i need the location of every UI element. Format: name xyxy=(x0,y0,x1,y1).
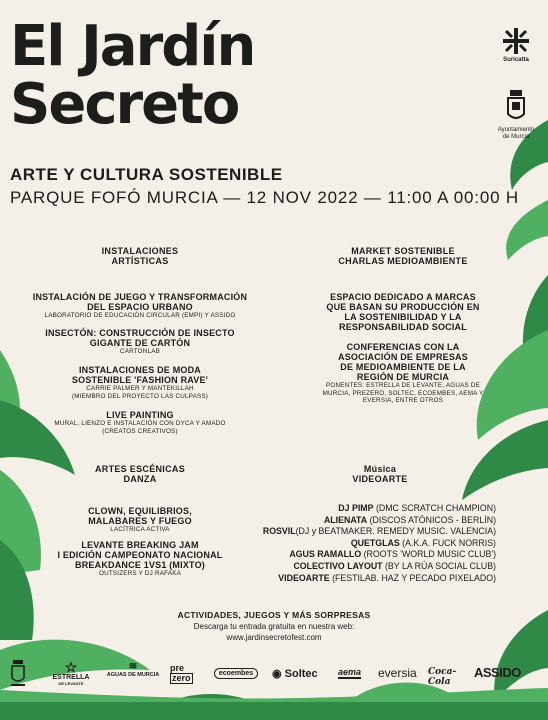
item-subtitle: MURCIA, PREZERO, SOLTEC, ECOEMBES, AEMA Y xyxy=(322,389,484,397)
artist-name: DJ PIMP xyxy=(338,503,374,513)
installation-item xyxy=(20,365,260,400)
title-line-1: El Jardín xyxy=(10,14,255,79)
ecoembes-logo xyxy=(214,668,258,679)
title-line-2: Secreto xyxy=(10,72,239,137)
musica-lineup xyxy=(236,503,496,584)
murcia-crest-icon xyxy=(10,658,26,690)
item-subtitle: CARRIE PALMER Y MANTEKILLAH xyxy=(86,385,194,392)
market-heading-2: CHARLAS MEDIOAMBIENTE xyxy=(338,256,468,266)
lineup-row xyxy=(236,561,496,573)
item-title: DEL ESPACIO URBANO xyxy=(87,302,193,312)
installation-item xyxy=(20,328,260,356)
item-title: LEVANTE BREAKING JAM xyxy=(81,540,199,550)
artist-name: ROSVIL xyxy=(262,526,296,537)
item-subtitle: OUTSIZERS Y DJ RAFAKA xyxy=(99,570,181,577)
star-icon: ☆ xyxy=(64,659,78,675)
lineup-row xyxy=(236,573,496,585)
lineup-row xyxy=(236,538,496,550)
suricatta-logo xyxy=(498,28,534,64)
ayuntamiento-label-1: Ayuntamiento xyxy=(497,127,535,133)
footer-url-link[interactable]: www.jardinsecretofest.com xyxy=(226,633,322,642)
aema-logo xyxy=(338,667,368,677)
artist-name: AGUS RAMALLO xyxy=(289,549,362,560)
item-subtitle: CARTONLAB xyxy=(119,348,161,355)
musica-section xyxy=(300,464,460,484)
soltec-icon: ◉ xyxy=(272,668,285,680)
ayuntamiento-logo xyxy=(496,88,536,141)
artes-heading-2: DANZA xyxy=(123,474,157,484)
market-section xyxy=(278,246,528,266)
artes-item xyxy=(20,506,260,534)
item-title: INSTALACIÓN DE JUEGO Y TRANSFORMACIÓN xyxy=(32,292,248,302)
musica-heading-2: VIDEOARTE xyxy=(352,474,408,484)
soltec-logo xyxy=(272,667,332,680)
lineup-row xyxy=(236,503,496,515)
item-subtitle: (MIEMBRO DEL PROYECTO LAS CULPASS) xyxy=(71,392,209,400)
eversia-logo: eversia xyxy=(378,666,417,680)
artist-name: COLECTIVO LAYOUT xyxy=(293,560,383,571)
item-title: I EDICIÓN CAMPEONATO NACIONAL xyxy=(57,550,223,560)
suricatta-label: Suricatta xyxy=(503,57,529,63)
item-subtitle: LACÍTRICA ACTIVA xyxy=(110,526,170,533)
lineup-row xyxy=(236,515,496,527)
footer xyxy=(0,610,548,643)
item-title: ASOCIACIÓN DE EMPRESAS xyxy=(338,352,468,362)
aguas-label: AGUAS DE MURCIA xyxy=(106,672,160,678)
footer-tagline: ACTIVIDADES, JUEGOS Y MÁS SORPRESAS xyxy=(177,610,371,620)
artes-section xyxy=(20,464,260,484)
coat-of-arms-icon xyxy=(506,88,526,124)
item-title: RESPONSABILIDAD SOCIAL xyxy=(339,322,467,332)
aema-label: aema xyxy=(338,667,362,677)
item-subtitle: MURAL, LIENZO E INSTALACIÓN CON DYCA Y AMADO xyxy=(54,420,226,427)
item-title: ESPACIO DEDICADO A MARCAS xyxy=(330,292,476,302)
market-item xyxy=(278,292,528,332)
installations-heading-1: INSTALACIONES xyxy=(101,246,179,256)
estrella-sub-label: DE LEVANTE xyxy=(58,681,84,686)
item-title: MALABARES Y FUEGO xyxy=(88,516,192,526)
artist-detail: (ROOTS 'WORLD MUSIC CLUB') xyxy=(361,549,496,560)
item-title: QUE BASAN SU PRODUCCIÓN EN xyxy=(326,302,480,312)
artist-detail: (FESTILAB. HAZ Y PECADO PIXELADO) xyxy=(329,572,496,583)
item-title: CLOWN, EQUILIBRIOS, xyxy=(88,506,192,516)
artist-name: ALIENATA xyxy=(323,514,368,525)
cocacola-logo: Coca-Cola xyxy=(428,667,457,687)
charlas-item xyxy=(278,342,528,405)
estrella-label: ESTRELLA xyxy=(52,674,90,681)
artist-name: VIDEOARTE xyxy=(278,572,330,583)
item-subtitle: PONENTES: ESTRELLA DE LEVANTE, AGUAS DE xyxy=(326,382,480,389)
artist-detail: (DISCOS ATÓNICOS - BERLÍN) xyxy=(367,514,496,525)
artist-detail: (DJ y BEATMAKER. REMEDY MUSIC. VALENCIA) xyxy=(295,526,496,537)
footer-download-text: Descarga tu entrada gratuita en nuestra web: xyxy=(193,622,355,631)
artes-heading-1: ARTES ESCÉNICAS xyxy=(94,464,185,474)
installation-item xyxy=(20,292,260,320)
item-title: INSECTÓN: CONSTRUCCIÓN DE INSECTO xyxy=(45,328,235,338)
poster-title xyxy=(10,14,255,137)
soltec-label: Soltec xyxy=(284,668,318,680)
prezero-label-2: zero xyxy=(172,673,191,683)
lineup-row xyxy=(236,549,496,561)
suricatta-icon xyxy=(503,28,529,54)
wave-icon: ≋ xyxy=(128,661,138,672)
item-title: GIGANTE DE CARTÓN xyxy=(89,338,191,348)
item-subtitle: EVERSIA, ENTRE OTROS xyxy=(362,397,444,404)
item-subtitle: (CREATOS CREATIVOS) xyxy=(102,427,178,435)
assido-logo: ASSIDO xyxy=(474,665,521,680)
artist-name: QUETGLAS xyxy=(350,537,400,548)
item-title: DE MEDIOAMBIENTE DE LA xyxy=(340,362,466,372)
installation-item xyxy=(20,410,260,435)
item-title: LA SOSTENIBILIDAD Y LA xyxy=(344,312,462,322)
item-title: LIVE PAINTING xyxy=(106,410,174,420)
aguas-logo xyxy=(104,662,162,678)
installations-heading-2: ARTÍSTICAS xyxy=(111,256,169,266)
artist-detail: (DMC SCRATCH CHAMPION) xyxy=(373,503,496,513)
item-title: SOSTENIBLE 'FASHION RAVE' xyxy=(71,375,209,385)
prezero-logo xyxy=(170,664,204,684)
ayuntamiento-label-2: de Murcia xyxy=(502,134,530,140)
musica-heading-1: Música xyxy=(363,464,397,474)
item-subtitle: LABORATORIO DE EDUCACIÓN CIRCULAR (EMPI) Y ASSIDO xyxy=(44,312,236,319)
installations-section xyxy=(20,246,260,266)
estrella-logo xyxy=(46,660,96,686)
artist-detail: (BY LA RÚA SOCIAL CLUB) xyxy=(382,560,496,571)
item-title: REGIÓN DE MURCIA xyxy=(356,372,450,382)
prezero-label-1: pre xyxy=(170,663,185,673)
item-title: INSTALACIONES DE MODA xyxy=(78,365,202,375)
sponsors-row xyxy=(0,656,548,694)
artist-detail: (A.K.A. FUCK NORRIS) xyxy=(399,537,496,548)
subtitle: ARTE Y CULTURA SOSTENIBLE xyxy=(10,165,283,184)
artes-item xyxy=(20,540,260,578)
lineup-row xyxy=(236,526,496,538)
market-heading-1: MARKET SOSTENIBLE xyxy=(351,246,455,256)
item-title: BREAKDANCE 1VS1 (MIXTO) xyxy=(75,560,205,570)
location-date: PARQUE FOFÓ MURCIA — 12 NOV 2022 — 11:00 A 00:00 H xyxy=(10,188,519,207)
item-title: CONFERENCIAS CON LA xyxy=(346,342,460,352)
ecoembes-label: ecoembes xyxy=(214,668,258,679)
